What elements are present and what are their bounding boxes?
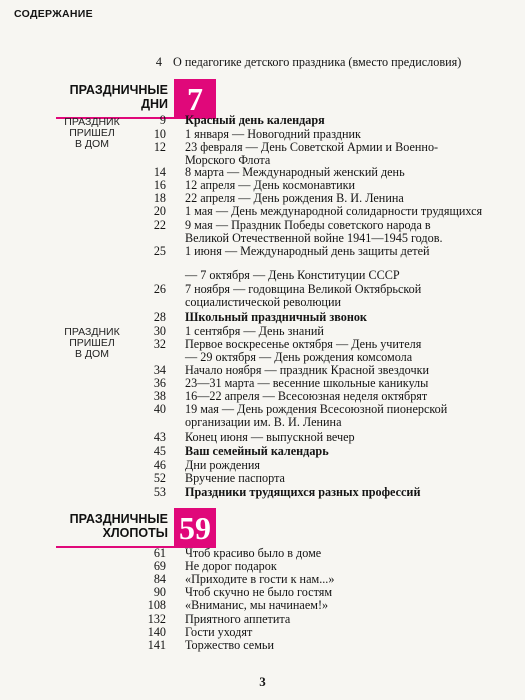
- entry-title: 1 июня — Международный день защиты детей: [185, 244, 430, 258]
- entry-title: 12 апреля — День космонавтики: [185, 178, 356, 192]
- page-number-ref: 16: [153, 178, 166, 192]
- page-header: СОДЕРЖАНИЕ: [14, 8, 93, 20]
- entry-title: — 29 октября — День рождения комсомола: [185, 350, 413, 364]
- side-label-prazdnik-2: ПРАЗДНИК ПРИШЕЛ В ДОМ: [64, 326, 120, 360]
- entry-title: 1 января — Новогодний праздник: [185, 127, 361, 141]
- section-number-box: 7: [174, 79, 216, 119]
- entry-title: — 7 октября — День Конституции СССР: [185, 268, 400, 282]
- page-number-ref: 18: [153, 191, 166, 205]
- entry-title: Чтоб красиво было в доме: [185, 546, 322, 560]
- page-number-ref: 53: [153, 485, 166, 499]
- entry-title: Ваш семейный календарь: [185, 444, 329, 458]
- section-title: ПРАЗДНИЧНЫЕ ХЛОПОТЫ: [69, 512, 168, 540]
- entry-title: Вручение паспорта: [185, 471, 285, 485]
- page-number-ref: 69: [153, 559, 166, 573]
- page-number-ref: 28: [153, 310, 166, 324]
- page-number-ref: 38: [153, 389, 166, 403]
- page-number-ref: 9: [159, 113, 166, 127]
- page-number-ref: 132: [147, 612, 166, 626]
- entry-title: 23 февраля — День Советской Армии и Военно- Морского Флота: [185, 140, 439, 167]
- entry-title: 8 марта — Международный женский день: [185, 165, 405, 179]
- entry-title: 9 мая — Праздник Победы советского народа в Великой Отечественной войне 1941—1945 годов.: [185, 218, 443, 245]
- page-number-ref: 141: [147, 638, 166, 652]
- entry-title: 7 ноября — годовщина Великой Октябрьской социалистической революции: [185, 282, 422, 309]
- page-number-ref: 90: [153, 585, 166, 599]
- entry-title: О педагогике детского праздника (вместо предисловия): [173, 55, 462, 69]
- entry-title: 1 мая — День международной солидарности трудящихся: [185, 204, 483, 218]
- page-number-ref: 52: [153, 471, 166, 485]
- entry-title: Школьный праздничный звонок: [185, 310, 367, 324]
- page-number-ref: 45: [153, 444, 166, 458]
- page-number-ref: 30: [153, 324, 166, 338]
- page-number-ref: 36: [153, 376, 166, 390]
- entry-title: Чтоб скучно не было гостям: [185, 585, 333, 599]
- page-number-ref: 4: [155, 55, 162, 69]
- page-number-ref: 43: [153, 430, 166, 444]
- page-number-ref: 12: [153, 140, 166, 154]
- entry-title: Красный день календаря: [185, 113, 325, 127]
- accent-line: [56, 546, 186, 548]
- page-number-ref: 14: [153, 165, 166, 179]
- page-number-ref: 84: [153, 572, 166, 586]
- entry-title: Первое воскресенье октября — День учителя: [185, 337, 422, 351]
- side-label-prazdnik-1: ПРАЗДНИК ПРИШЕЛ В ДОМ: [64, 116, 120, 150]
- section-title: ПРАЗДНИЧНЫЕ ДНИ: [69, 83, 168, 111]
- page-number-ref: 22: [153, 218, 166, 232]
- entry-title: 1 сентября — День знаний: [185, 324, 324, 338]
- entry-title: 22 апреля — День рождения В. И. Ленина: [185, 191, 404, 205]
- page-number-ref: 140: [147, 625, 166, 639]
- page-number: 3: [259, 674, 266, 689]
- entry-title: «Приходите в гости к нам...»: [185, 572, 335, 586]
- page-number-ref: 32: [153, 337, 166, 351]
- page-number-ref: 108: [147, 598, 166, 612]
- section-number-box: 59: [174, 508, 216, 548]
- entry-title: Дни рождения: [185, 458, 260, 472]
- entry-title: Приятного аппетита: [185, 612, 291, 626]
- entry-title: 23—31 марта — весенние школьные каникулы: [185, 376, 429, 390]
- entry-title: 16—22 апреля — Всесоюзная неделя октябрят: [185, 389, 428, 403]
- entry-title: Праздники трудящихся разных профессий: [185, 485, 421, 499]
- page-number-ref: 61: [153, 546, 166, 560]
- entry-title: Не дорог подарок: [185, 559, 277, 573]
- page-number-ref: 10: [153, 127, 166, 141]
- entry-title: Торжество семьи: [185, 638, 274, 652]
- page-number-ref: 20: [153, 204, 166, 218]
- page-number-ref: 46: [153, 458, 166, 472]
- entry-title: Начало ноября — праздник Красной звездочки: [185, 363, 430, 377]
- page-number-ref: 26: [153, 282, 166, 296]
- entry-title: 19 мая — День рождения Всесоюзной пионерской организации им. В. И. Ленина: [185, 402, 448, 429]
- page-number-ref: 34: [153, 363, 166, 377]
- entry-title: Гости уходят: [185, 625, 253, 639]
- entry-title: «Вниманис, мы начинаем!»: [185, 598, 329, 612]
- section-header-prazdnichnye-hlopoty: [56, 508, 216, 548]
- page-number-ref: 40: [153, 402, 166, 416]
- entry-title: Конец июня — выпускной вечер: [185, 430, 355, 444]
- page-number-ref: 25: [153, 244, 166, 258]
